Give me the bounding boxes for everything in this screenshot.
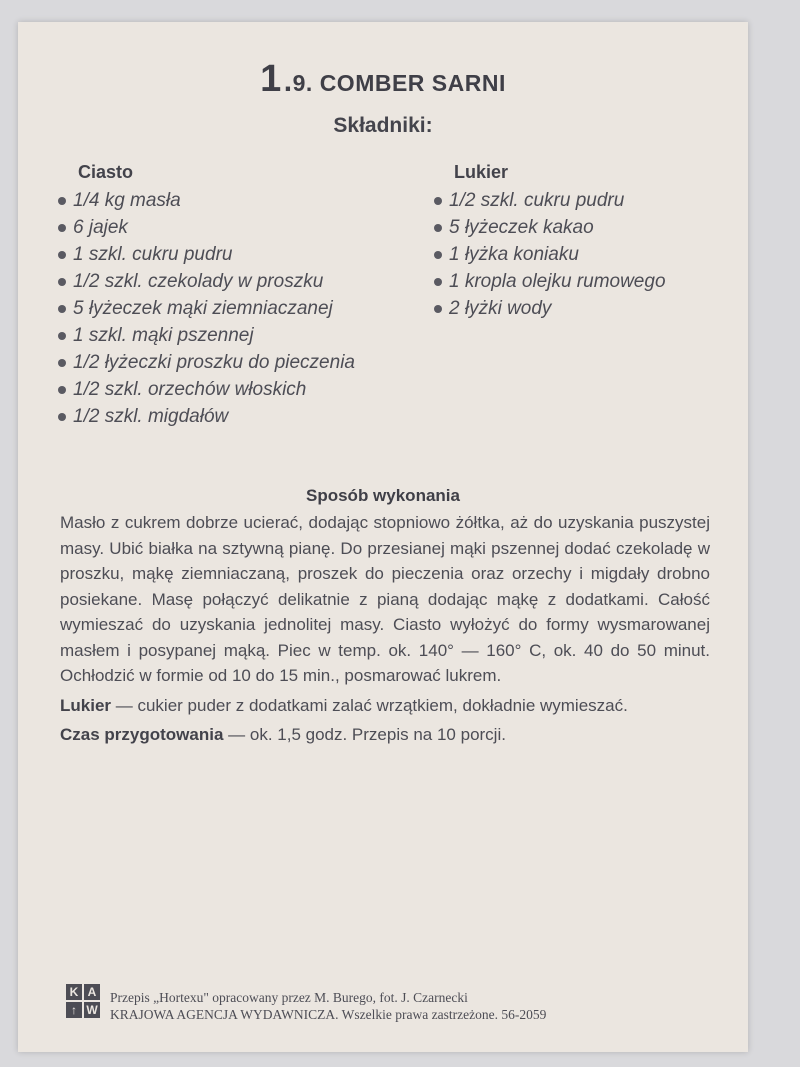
publisher-line: KRAJOWA AGENCJA WYDAWNICZA. Wszelkie prawa zastrzeżone. 56-2059: [110, 1007, 547, 1022]
bullet-icon: [58, 197, 66, 205]
method-section: [60, 510, 710, 748]
list-item: 1 szkl. cukru pudru: [58, 241, 355, 268]
list-item: 1/2 szkl. migdałów: [58, 403, 355, 430]
ingredients-heading: Składniki:: [333, 114, 433, 137]
recipe-number-dot: .: [283, 65, 293, 98]
bullet-icon: [58, 359, 66, 367]
time-label: Czas przygotowania: [60, 725, 224, 744]
dough-list: [58, 187, 355, 430]
dough-heading: Ciasto: [78, 162, 134, 182]
credit-line: Przepis „Hortexu" opracowany przez M. Burego, fot. J. Czarnecki: [110, 990, 468, 1005]
list-item: 1 łyżka koniaku: [434, 241, 666, 268]
bullet-icon: [434, 278, 442, 286]
list-item: 5 łyżeczek mąki ziemniaczanej: [58, 295, 355, 322]
icing-text: — cukier puder z dodatkami zalać wrzątkiem, dokładnie wymieszać.: [111, 695, 628, 715]
method-heading: Sposób wykonania: [306, 486, 460, 505]
recipe-card: [18, 22, 748, 1052]
icing-list: [434, 187, 666, 322]
recipe-name: COMBER SARNI: [319, 70, 506, 96]
list-item: 1/2 szkl. cukru pudru: [434, 187, 666, 214]
list-item: 5 łyżeczek kakao: [434, 214, 666, 241]
bullet-icon: [58, 413, 66, 421]
bullet-icon: [58, 332, 66, 340]
list-item: 1/4 kg masła: [58, 187, 355, 214]
list-item: 2 łyżki wody: [434, 295, 666, 322]
icing-heading: Lukier: [454, 162, 509, 182]
bullet-icon: [58, 386, 66, 394]
list-item: 6 jajek: [58, 214, 355, 241]
method-text: Masło z cukrem dobrze ucierać, dodając stopniowo żółtka, aż do uzyskania puszystej masy. Ubić białka na sztywną pianę. Do przesianej mąki pszennej dodać czekoladę w proszku, mąkę ziemniaczaną, proszek do pieczenia oraz orzechy i migdały drobno posiekane. Masę połączyć delikatnie z pianą dodając mąkę z dodatkami. Całość wymieszać do uzyskania jednolitej masy. Ciasto wyłożyć do formy wysmarowanej masłem i posypanej mąką. Piec w temp. ok. 140° — 160° C, ok. 40 do 50 minut. Ochłodzić w formie od 10 do 15 min., posmarować lukrem.: [60, 513, 710, 685]
recipe-number-rest: 9.: [292, 70, 313, 96]
list-item: 1 szkl. mąki pszennej: [58, 322, 355, 349]
bullet-icon: [58, 224, 66, 232]
bullet-icon: [58, 278, 66, 286]
recipe-title: [18, 58, 748, 101]
list-item: 1/2 szkl. orzechów włoskich: [58, 376, 355, 403]
recipe-number-big: 1: [260, 58, 282, 100]
footer-text: [110, 989, 546, 1023]
icing-label: Lukier: [60, 695, 112, 715]
prep-time: [60, 722, 710, 748]
bullet-icon: [58, 251, 66, 259]
kaw-logo-icon: K A ↑ W: [66, 984, 100, 1018]
list-item: 1/2 łyżeczki proszku do pieczenia: [58, 349, 355, 376]
list-item: 1 kropla olejku rumowego: [434, 268, 666, 295]
bullet-icon: [434, 197, 442, 205]
bullet-icon: [434, 224, 442, 232]
bullet-icon: [434, 305, 442, 313]
bullet-icon: [58, 305, 66, 313]
bullet-icon: [434, 251, 442, 259]
list-item: 1/2 szkl. czekolady w proszku: [58, 268, 355, 295]
dough-ingredients: [58, 162, 355, 430]
icing-instructions: [60, 693, 710, 719]
time-text: — ok. 1,5 godz. Przepis na 10 porcji.: [223, 725, 506, 744]
icing-ingredients: [434, 162, 666, 322]
